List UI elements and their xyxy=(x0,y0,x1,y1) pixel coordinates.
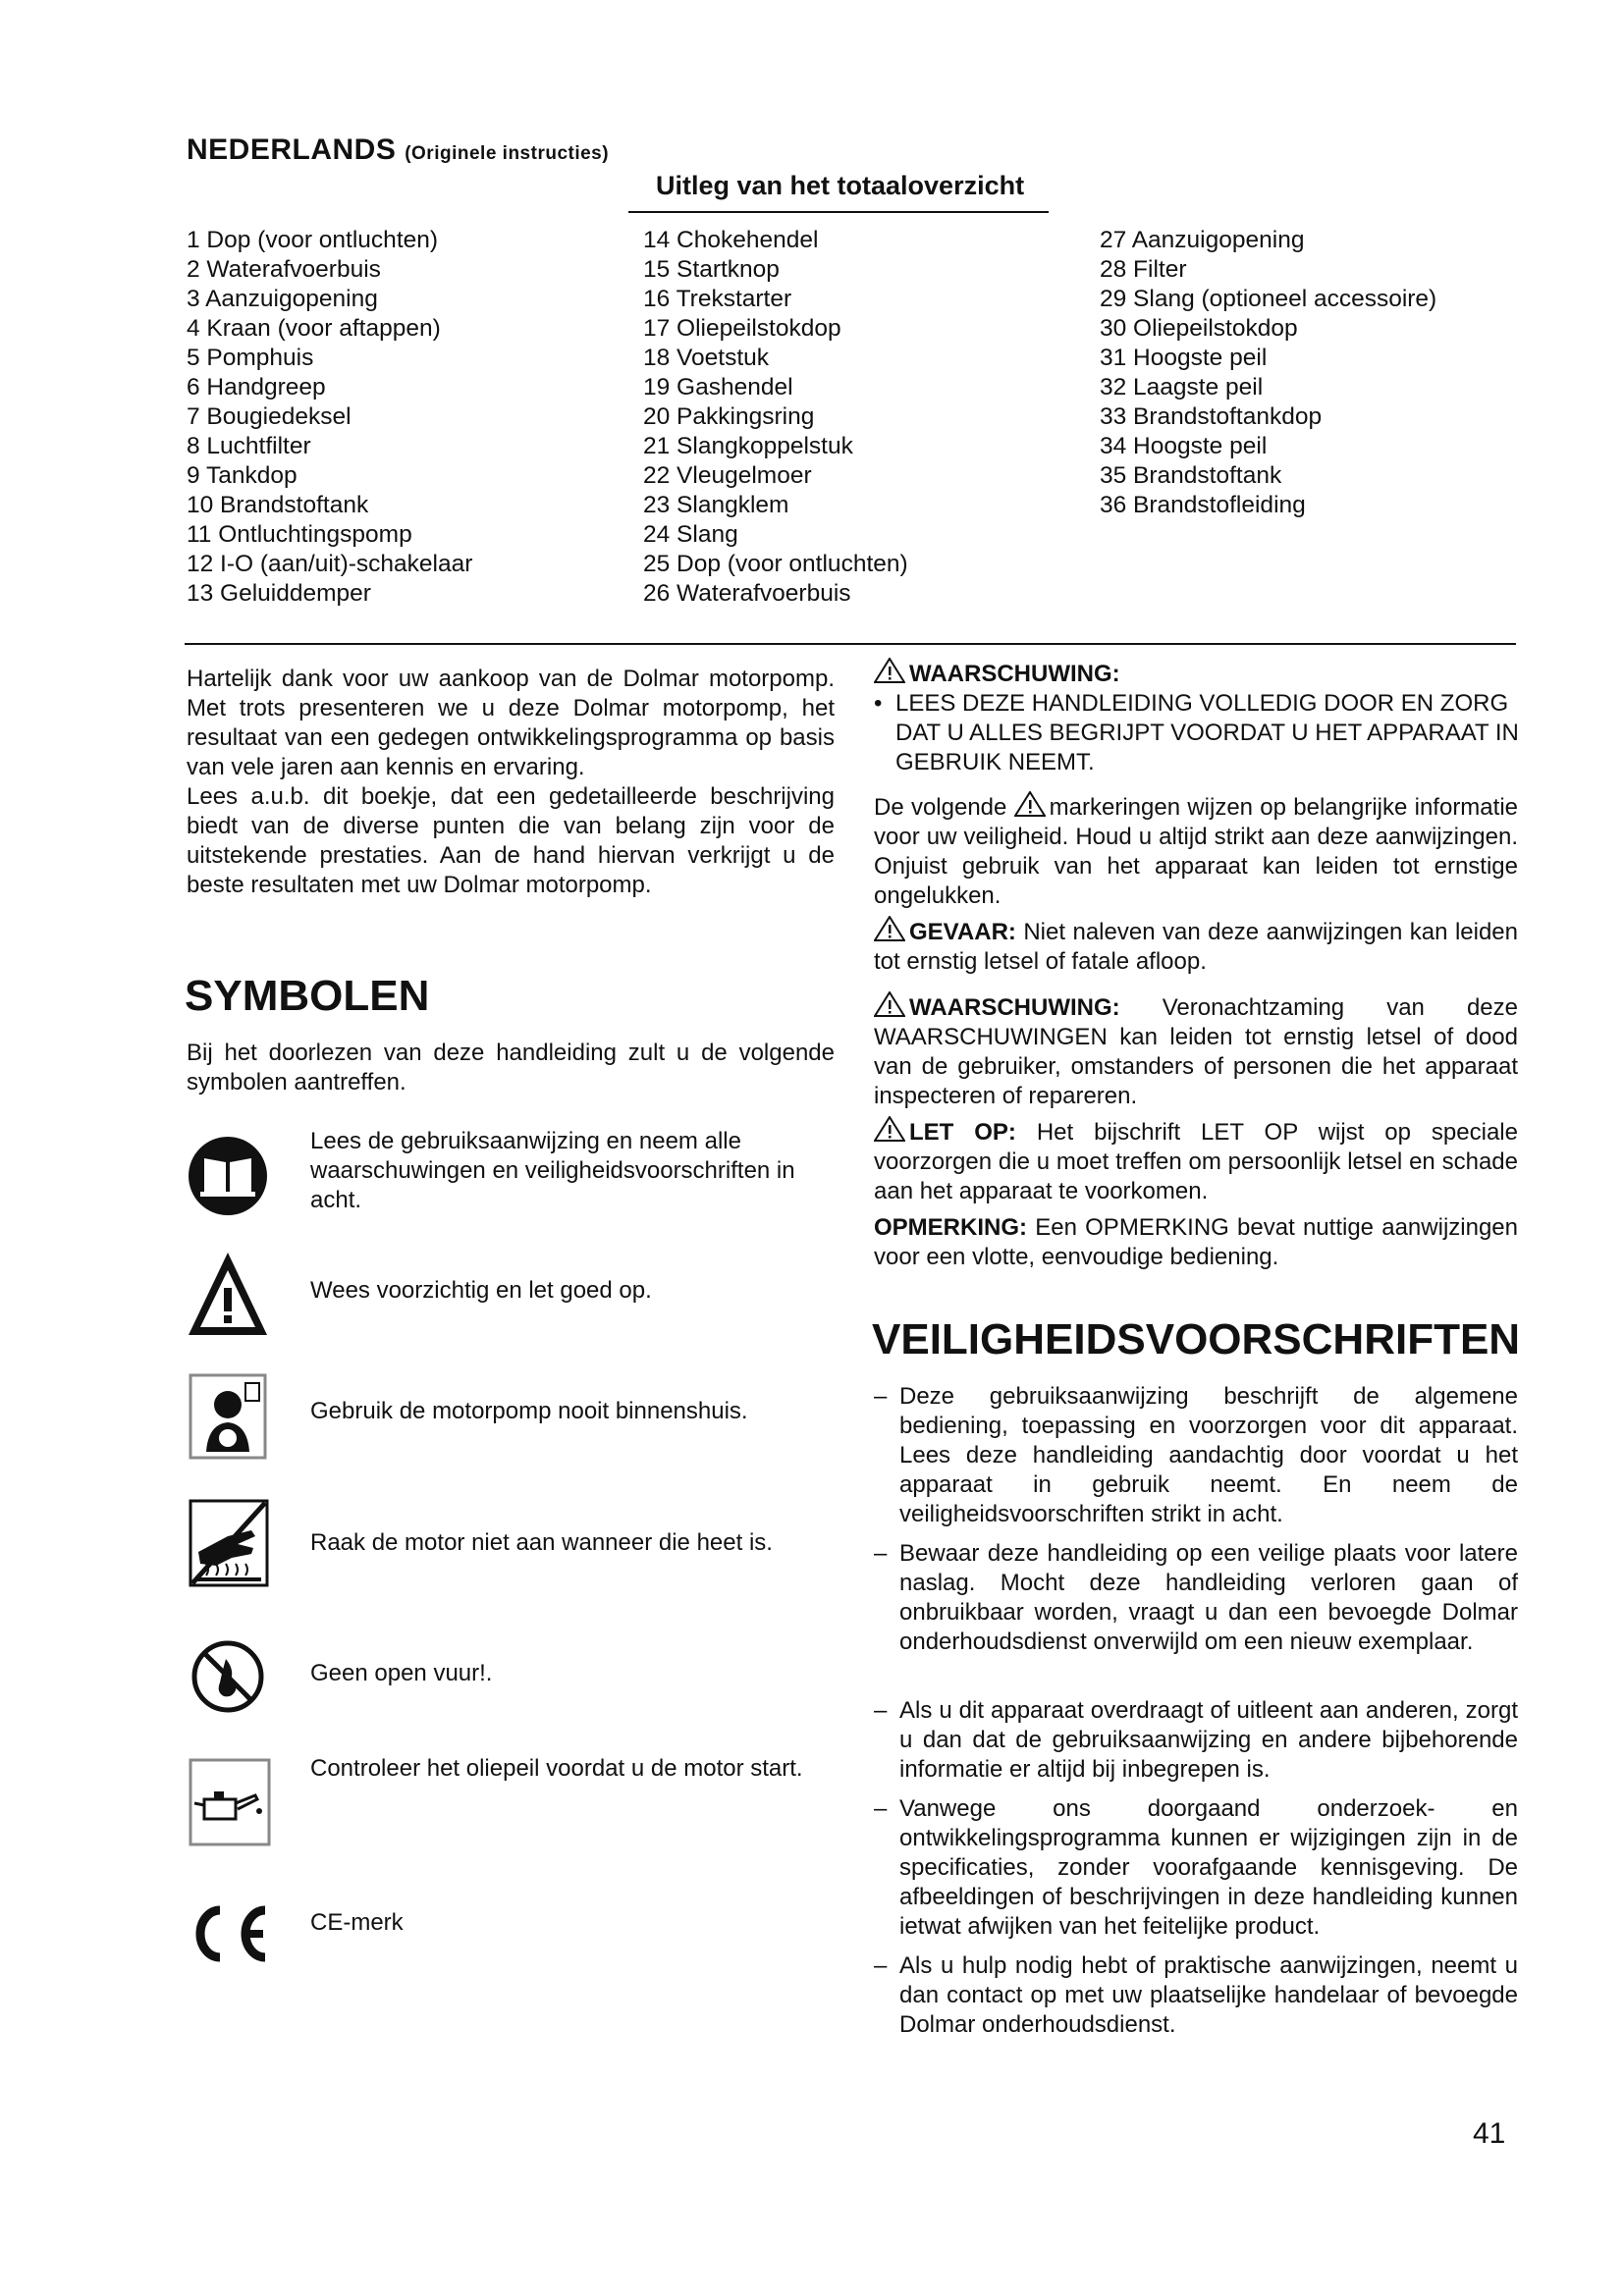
list-item: 15 Startknop xyxy=(643,256,780,283)
section-divider xyxy=(185,643,1516,645)
intro-paragraph-1: Hartelijk dank voor uw aankoop van de Dolmar motorpomp. Met trots presenteren we u deze Dolmar motorpomp, het resultaat van een gedegen ontwikkelingsprogramma op basis van vele jaren aan kennis en ervaring. xyxy=(187,666,835,780)
list-item: 11 Ontluchtingspomp xyxy=(187,521,412,548)
no-open-fire-icon xyxy=(187,1628,275,1726)
symbols-intro: Bij het doorlezen van deze handleiding zult u de volgende symbolen aantreffen. xyxy=(187,1040,835,1095)
list-item: 8 Luchtfilter xyxy=(187,433,311,459)
list-item: 32 Laagste peil xyxy=(1100,374,1264,400)
caution-label: LET OP: xyxy=(909,1119,1016,1146)
symbol-row-ce xyxy=(187,1885,854,1983)
note-paragraph xyxy=(874,1213,1518,1272)
list-item: 29 Slang (optioneel accessoire) xyxy=(1100,286,1437,312)
overview-column-1 xyxy=(187,226,472,609)
warning-triangle-icon xyxy=(874,1116,905,1142)
list-item: 5 Pomphuis xyxy=(187,345,314,371)
symbol-row-oil xyxy=(187,1754,854,1852)
language-title: NEDERLANDS xyxy=(187,133,397,166)
dash-bullet: – xyxy=(874,1540,888,1567)
list-item: 27 Aanzuigopening xyxy=(1100,227,1305,253)
bullet-icon: • xyxy=(874,690,883,717)
note-text: Een OPMERKING bevat nuttige aanwijzingen voor een vlotte, eenvoudige bediening. xyxy=(874,1214,1518,1270)
list-item: 36 Brandstofleiding xyxy=(1100,492,1306,518)
safety-item xyxy=(874,1539,1518,1657)
safety-heading: VEILIGHEIDSVOORSCHRIFTEN xyxy=(872,1315,1521,1363)
symbol-description: CE-merk xyxy=(310,1909,404,1936)
list-item: 17 Oliepeilstokdop xyxy=(643,315,841,342)
symbol-description: Gebruik de motorpomp nooit binnenshuis. xyxy=(310,1398,748,1424)
warning-triangle-icon xyxy=(874,916,905,941)
symbol-description: Raak de motor niet aan wanneer die heet is. xyxy=(310,1529,773,1556)
safety-item-text: Vanwege ons doorgaand onderzoek- en ontwikkelingsprogramma kunnen er wijzigingen zijn in de specificaties, zonder voorafgaande kennisgeving. De afbeeldingen of beschrijvingen in deze handleiding kunnen ietwat afwijken van het feitelijke product. xyxy=(899,1795,1518,1940)
dash-bullet: – xyxy=(874,1697,888,1724)
symbol-row-no-fire xyxy=(187,1628,854,1726)
safety-item xyxy=(874,1696,1518,1785)
symbol-description: Geen open vuur!. xyxy=(310,1660,493,1686)
list-item: 22 Vleugelmoer xyxy=(643,462,812,489)
list-item: 14 Chokehendel xyxy=(643,227,819,253)
page-number: 41 xyxy=(1473,2117,1506,2150)
list-item: 19 Gashendel xyxy=(643,374,793,400)
symbol-row-hot-surface xyxy=(187,1497,854,1595)
markers-text-start: De volgende xyxy=(874,794,1007,821)
warning-title: WAARSCHUWING: xyxy=(909,661,1120,687)
language-heading xyxy=(187,133,609,167)
safety-item xyxy=(874,1951,1518,2040)
language-note: (Originele instructies) xyxy=(405,143,610,164)
list-item: 7 Bougiedeksel xyxy=(187,403,352,430)
danger-label: GEVAAR: xyxy=(909,919,1016,945)
list-item: 28 Filter xyxy=(1100,256,1187,283)
intro-text xyxy=(187,665,835,900)
hot-surface-icon xyxy=(187,1497,275,1595)
overview-column-2 xyxy=(643,226,908,609)
symbol-row-warning xyxy=(187,1245,854,1343)
warning-text: Veronachtzaming van deze WAARSCHUWINGEN kan leiden tot ernstig letsel of dood van de gebruiker, omstanders of personen die het apparaat inspecteren of repareren. xyxy=(874,994,1518,1109)
oil-can-icon xyxy=(187,1754,275,1852)
markers-text-end: markeringen wijzen op belangrijke informatie voor uw veiligheid. Houd u altijd strikt aan deze aanwijzingen. Onjuist gebruik van het apparaat kan leiden tot ernstige ongelukken. xyxy=(874,794,1518,909)
dash-bullet: – xyxy=(874,1795,888,1822)
list-item: 12 I-O (aan/uit)-schakelaar xyxy=(187,551,473,577)
list-item: 2 Waterafvoerbuis xyxy=(187,256,381,283)
list-item: 26 Waterafvoerbuis xyxy=(643,580,851,607)
symbol-row-manual xyxy=(187,1127,854,1225)
list-item: 18 Voetstuk xyxy=(643,345,770,371)
symbol-row-no-indoor xyxy=(187,1369,854,1468)
ce-mark-icon xyxy=(187,1885,275,1983)
safety-item-text: Deze gebruiksaanwijzing beschrijft de algemene bediening, toepassing en voorzorgen voor dit apparaat. Lees deze handleiding aandachtig door voordat u het apparaat in gebruik neemt. En neem de veiligheidsvoorschriften strikt in acht. xyxy=(899,1383,1518,1527)
list-item: 1 Dop (voor ontluchten) xyxy=(187,227,439,253)
list-item: 31 Hoogste peil xyxy=(1100,345,1268,371)
list-item: 34 Hoogste peil xyxy=(1100,433,1268,459)
list-item: 33 Brandstoftankdop xyxy=(1100,403,1323,430)
list-item: 10 Brandstoftank xyxy=(187,492,369,518)
overview-column-3 xyxy=(1100,226,1436,520)
safety-item xyxy=(874,1382,1518,1529)
list-item: 4 Kraan (voor aftappen) xyxy=(187,315,441,342)
list-item: 16 Trekstarter xyxy=(643,286,792,312)
list-item: 20 Pakkingsring xyxy=(643,403,815,430)
caution-paragraph xyxy=(874,1116,1518,1206)
list-item: 24 Slang xyxy=(643,521,738,548)
note-label: OPMERKING: xyxy=(874,1214,1027,1241)
warning-label: WAARSCHUWING: xyxy=(909,994,1120,1021)
warning-bullet xyxy=(874,689,1522,777)
safety-item xyxy=(874,1794,1518,1942)
safety-item-text: Als u hulp nodig hebt of praktische aanwijzingen, neemt u dan contact op met uw plaatselijke handelaar of bevoegde Dolmar onderhoudsdienst. xyxy=(899,1952,1518,2038)
warning-triangle-icon xyxy=(874,658,905,683)
warning-triangle-icon xyxy=(1014,791,1046,817)
list-item: 13 Geluiddemper xyxy=(187,580,371,607)
dash-bullet: – xyxy=(874,1383,888,1410)
no-indoor-use-icon xyxy=(187,1369,275,1468)
symbol-description: Lees de gebruiksaanwijzing en neem alle waarschuwingen en veiligheidsvoorschriften in acht. xyxy=(310,1128,795,1213)
safety-item-text: Als u dit apparaat overdraagt of uitleent aan anderen, zorgt u dan dat de gebruiksaanwijzing en andere bijbehorende informatie er altijd bij inbegrepen is. xyxy=(899,1697,1518,1783)
list-item: 3 Aanzuigopening xyxy=(187,286,378,312)
warning-bullet-text: LEES DEZE HANDLEIDING VOLLEDIG DOOR EN ZORG DAT U ALLES BEGRIJPT VOORDAT U HET APPARAAT IN GEBRUIK NEEMT. xyxy=(895,690,1519,775)
manual-book-icon xyxy=(187,1127,275,1225)
list-item: 35 Brandstoftank xyxy=(1100,462,1282,489)
caution-text: Het bijschrift LET OP wijst op speciale voorzorgen die u moet treffen om persoonlijk letsel en schade aan het apparaat te voorkomen. xyxy=(874,1119,1518,1204)
list-item: 25 Dop (voor ontluchten) xyxy=(643,551,908,577)
list-item: 30 Oliepeilstokdop xyxy=(1100,315,1298,342)
warning-triangle-icon xyxy=(874,991,905,1017)
list-item: 9 Tankdop xyxy=(187,462,298,489)
safety-item-text: Bewaar deze handleiding op een veilige plaats voor latere naslag. Mocht deze handleiding verloren gaan of onbruikbaar worden, vraagt u dan een bevoegde Dolmar onderhoudsdienst onverwijld om een nieuw exemplaar. xyxy=(899,1540,1518,1655)
markers-paragraph xyxy=(874,791,1518,911)
warning-paragraph xyxy=(874,991,1518,1111)
intro-paragraph-2: Lees a.u.b. dit boekje, dat een gedetailleerde beschrijving biedt van de diverse punten die van belang zijn voor de uitstekende prestaties. Aan de hand hiervan verkrijgt u de beste resultaten met uw Dolmar motorpomp. xyxy=(187,783,835,898)
overview-title-underline xyxy=(628,211,1049,213)
warning-heading xyxy=(874,658,1120,688)
list-item: 6 Handgreep xyxy=(187,374,326,400)
warning-triangle-icon xyxy=(187,1245,275,1343)
list-item: 21 Slangkoppelstuk xyxy=(643,433,853,459)
symbols-heading: SYMBOLEN xyxy=(185,972,430,1020)
overview-title: Uitleg van het totaaloverzicht xyxy=(656,171,1025,200)
symbol-description: Wees voorzichtig en let goed op. xyxy=(310,1277,652,1304)
list-item: 23 Slangklem xyxy=(643,492,789,518)
danger-paragraph xyxy=(874,916,1518,977)
dash-bullet: – xyxy=(874,1952,888,1979)
danger-text: Niet naleven van deze aanwijzingen kan leiden tot ernstig letsel of fatale afloop. xyxy=(874,919,1518,975)
symbol-description: Controleer het oliepeil voordat u de motor start. xyxy=(310,1755,803,1782)
